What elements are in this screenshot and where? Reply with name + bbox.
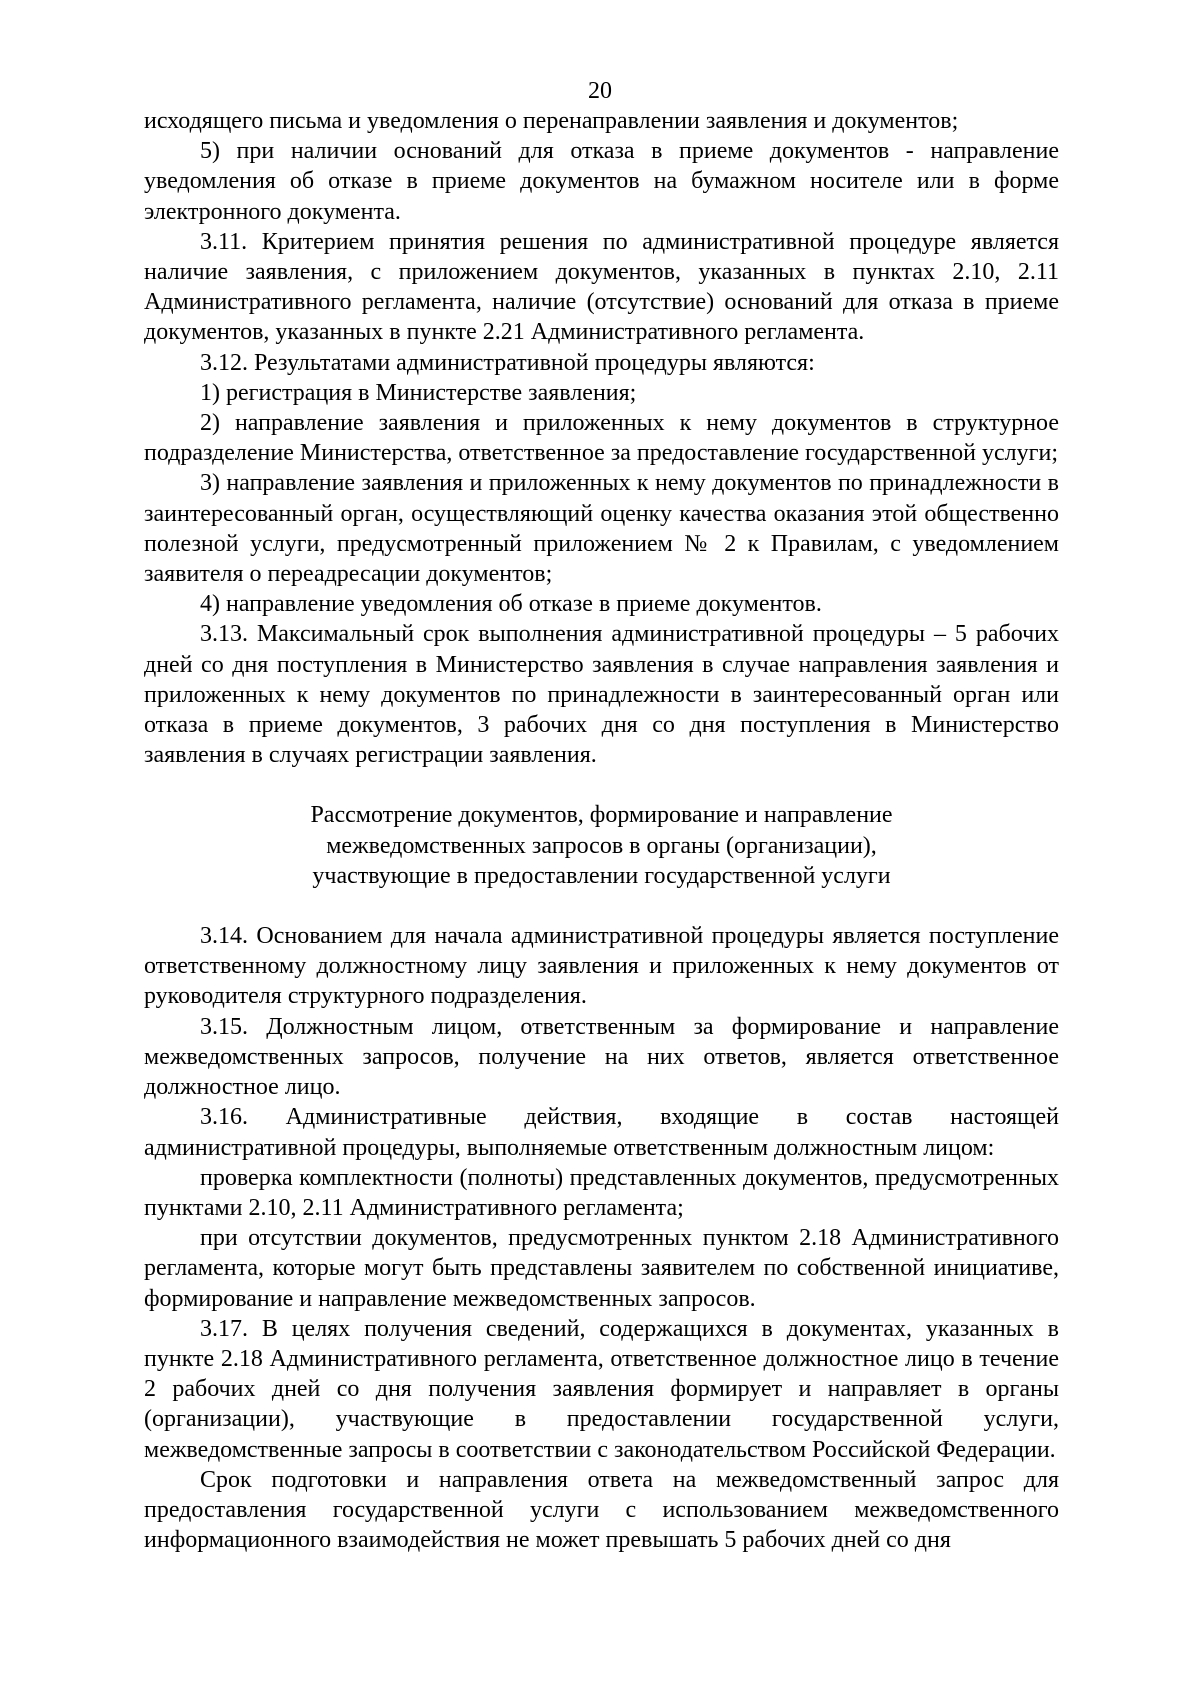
document-body [144,106,1059,1555]
page-number: 20 [588,78,612,104]
section-heading [144,800,1059,891]
paragraph-3-12-item-2: 2) направление заявления и приложенных к нему документов в структурное подразделение Министерства, ответственное за предоставление государственной услуги; [144,410,1059,467]
paragraph-3-15: 3.15. Должностным лицом, ответственным за формирование и направление межведомственных запросов, получение на них ответов, является ответственное должностное лицо. [144,1013,1059,1101]
paragraph-3-17: 3.17. В целях получения сведений, содержащихся в документах, указанных в пункте 2.18 Административного регламента, ответственное должностное лицо в течение 2 рабочих дней со дня получения заявления формирует и направляет в органы (организации), участвующие в предоставлении государственной услуги, межведомственные запросы в соответствии с законодательством Российской Федерации. [144,1315,1059,1463]
paragraph-3-13: 3.13. Максимальный срок выполнения административной процедуры – 5 рабочих дней со дня поступления в Министерство заявления в случае направления заявления и приложенных к нему документов по принадлежности в заинтересованный орган или отказа в приеме документов, 3 рабочих дня со дня поступления в Министерство заявления в случаях регистрации заявления. [144,621,1059,769]
paragraph-3-14: 3.14. Основанием для начала административной процедуры является поступление ответственному должностному лицу заявления и приложенных к нему документов от руководителя структурного подразделения. [144,923,1059,1010]
section-heading-line: участвующие в предоставлении государственной услуги [312,862,891,889]
paragraph-3-12-item-4: 4) направление уведомления об отказе в приеме документов. [200,591,822,618]
paragraph-group-a [144,106,1059,770]
paragraph-3-16-action-2: при отсутствии документов, предусмотренных пунктом 2.18 Административного регламента, которые могут быть представлены заявителем по собственной инициативе, формирование и направление межведомственных запросов. [144,1225,1059,1312]
paragraph-3-16-action-1: проверка комплектности (полноты) представленных документов, предусмотренных пунктами 2.10, 2.11 Административного регламента; [144,1164,1059,1221]
paragraph-3-12: 3.12. Результатами административной процедуры являются: [200,349,815,376]
paragraph-response-deadline: Срок подготовки и направления ответа на межведомственный запрос для предоставления государственной услуги с использованием межведомственного информационного взаимодействия не может превышать 5 рабочих дней со дня [144,1466,1059,1554]
section-heading-line: межведомственных запросов в органы (организации), [326,832,877,859]
paragraph-3-12-item-3: 3) направление заявления и приложенных к нему документов по принадлежности в заинтересованный орган, осуществляющий оценку качества оказания этой общественно полезной услуги, предусмотренный приложением № 2 к Правилам, с уведомлением заявителя о переадресации документов; [144,470,1059,588]
section-heading-line: Рассмотрение документов, формирование и направление [310,802,893,829]
paragraph-item-5: 5) при наличии оснований для отказа в приеме документов - направление уведомления об отказе в приеме документов на бумажном носителе или в форме электронного документа. [144,138,1059,225]
paragraph-continuation: исходящего письма и уведомления о перенаправлении заявления и документов; [144,108,959,134]
paragraph-3-12-item-1: 1) регистрация в Министерстве заявления; [200,379,637,406]
paragraph-3-16: 3.16. Административные действия, входящие в состав настоящей административной процедуры, выполняемые ответственным должностным лицом: [144,1104,1059,1161]
paragraph-3-11: 3.11. Критерием принятия решения по административной процедуре является наличие заявления, с приложением документов, указанных в пунктах 2.10, 2.11 Административного регламента, наличие (отсутствие) оснований для отказа в приеме документов, указанных в пункте 2.21 Административного регламента. [144,228,1059,346]
paragraph-group-b [144,921,1059,1555]
